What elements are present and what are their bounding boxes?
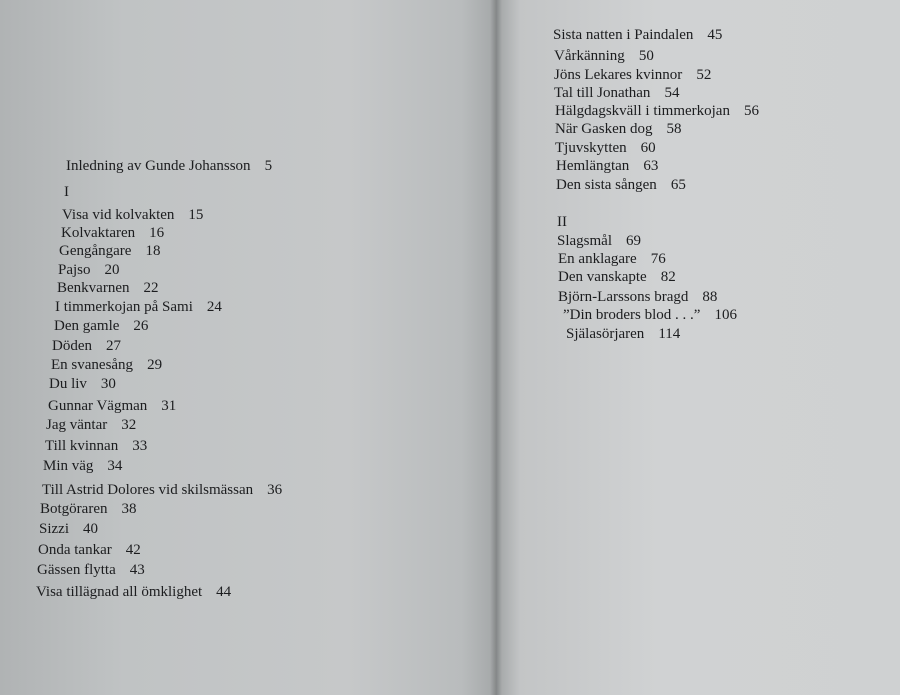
toc-entry	[51, 356, 162, 374]
toc-entry	[558, 288, 717, 306]
toc-entry-title: Kolvaktaren	[61, 225, 136, 241]
toc-entry	[555, 139, 656, 157]
toc-entry-title: ”Din broders blod . . .”	[563, 307, 701, 323]
toc-entry-title: Björn-Larssons bragd	[558, 289, 689, 305]
toc-entry-page: 24	[206, 299, 222, 315]
toc-entry-page: 33	[132, 438, 148, 454]
toc-entry-title: Gengångare	[59, 243, 132, 259]
toc-entry	[556, 176, 686, 194]
toc-entry-title: Botgöraren	[40, 501, 108, 517]
toc-entry-page: 69	[626, 233, 641, 249]
toc-entry	[48, 397, 176, 415]
toc-entry-page: 15	[188, 207, 204, 223]
toc-entry-title: Själasörjaren	[566, 326, 645, 342]
toc-entry-page: 38	[121, 501, 137, 517]
toc-entry	[555, 102, 759, 120]
toc-entry-page: 106	[714, 307, 737, 323]
toc-entry-title: Inledning av Gunde Johansson	[66, 158, 251, 174]
toc-entry-page: 29	[147, 357, 163, 373]
toc-entry	[61, 224, 164, 242]
toc-entry-page: 31	[161, 398, 177, 414]
toc-entry-title: En svanesång	[51, 357, 134, 373]
toc-entry	[555, 120, 681, 138]
toc-entry-title: Gunnar Vägman	[48, 398, 148, 414]
section-heading-i: I	[64, 184, 69, 200]
toc-entry-page: 82	[660, 269, 676, 285]
toc-intro-entry	[66, 157, 272, 175]
toc-entry	[39, 520, 98, 538]
toc-entry-page: 65	[670, 177, 686, 193]
toc-entry-title: Visa tillägnad all ömklighet	[36, 584, 203, 600]
toc-entry-page: 18	[145, 243, 161, 259]
toc-entry-title: Sizzi	[39, 521, 69, 537]
toc-entry-title: Tal till Jonathan	[554, 85, 651, 101]
toc-entry	[62, 206, 203, 224]
toc-entry-page: 22	[143, 280, 159, 296]
toc-entry	[566, 325, 680, 343]
toc-entry-title: Hälgdagskväll i timmerkojan	[555, 103, 730, 119]
toc-entry-page: 32	[121, 417, 137, 433]
toc-entry	[36, 583, 231, 601]
toc-entry-page: 45	[707, 27, 723, 43]
toc-entry	[554, 84, 679, 102]
toc-entry-page: 5	[264, 158, 273, 174]
toc-entry-page: 20	[104, 262, 120, 278]
toc-entry-page: 34	[107, 458, 123, 474]
toc-entry-title: Sista natten i Paindalen	[553, 27, 694, 43]
toc-entry	[49, 375, 116, 393]
toc-entry	[556, 157, 658, 175]
toc-entry-page: 58	[666, 121, 682, 137]
toc-entry-page: 63	[643, 158, 659, 174]
toc-entry-title: I timmerkojan på Sami	[55, 299, 193, 315]
section-heading-ii: II	[557, 214, 567, 230]
toc-entry	[554, 66, 711, 84]
toc-entry	[45, 437, 147, 455]
toc-entry-title: Benkvarnen	[57, 280, 130, 296]
toc-entry-page: 40	[83, 521, 98, 537]
toc-entry-page: 60	[640, 140, 656, 156]
toc-entry	[55, 298, 222, 316]
toc-entry	[554, 47, 654, 65]
toc-entry-title: Den vanskapte	[558, 269, 647, 285]
toc-entry-page: 114	[658, 326, 681, 342]
toc-entry-page: 30	[100, 376, 116, 392]
toc-entry-title: Den sista sången	[556, 177, 657, 193]
toc-entry	[42, 481, 282, 499]
toc-entry-title: Visa vid kolvakten	[62, 207, 175, 223]
toc-entry	[43, 457, 122, 475]
toc-entry	[54, 317, 148, 335]
toc-entry-title: Hemlängtan	[556, 158, 630, 174]
toc-entry-title: Slagsmål	[557, 233, 612, 249]
toc-entry-title: Onda tankar	[38, 542, 112, 558]
toc-entry-title: Gässen flytta	[37, 562, 116, 578]
toc-entry-title: En anklagare	[558, 251, 637, 267]
toc-entry-title: Pajso	[58, 262, 91, 278]
toc-entry-title: Döden	[52, 338, 92, 354]
toc-entry-title: Den gamle	[54, 318, 120, 334]
toc-entry	[57, 279, 158, 297]
toc-entry	[563, 306, 737, 324]
toc-entry-page: 27	[106, 338, 121, 354]
toc-entry-page: 16	[149, 225, 165, 241]
toc-entry	[37, 561, 145, 579]
toc-entry-title: Till kvinnan	[45, 438, 119, 454]
toc-entry	[52, 337, 121, 355]
toc-entry	[557, 232, 641, 250]
toc-entry-title: Tjuvskytten	[555, 140, 627, 156]
toc-entry-page: 56	[743, 103, 759, 119]
toc-entry-page: 42	[125, 542, 141, 558]
toc-entry-page: 88	[702, 289, 718, 305]
toc-entry-page: 54	[664, 85, 680, 101]
toc-entry-page: 76	[650, 251, 666, 267]
toc-entry-title: När Gasken dog	[555, 121, 653, 137]
toc-entry-title: Vårkänning	[554, 48, 625, 64]
toc-entry	[58, 261, 120, 279]
toc-entry	[59, 242, 160, 260]
book-gutter	[490, 0, 502, 695]
toc-entry-page: 26	[133, 318, 149, 334]
toc-entry	[38, 541, 141, 559]
toc-entry-title: Du liv	[49, 376, 87, 392]
toc-entry-page: 36	[267, 482, 283, 498]
toc-entry-title: Min väg	[43, 458, 94, 474]
toc-entry-page: 50	[638, 48, 654, 64]
toc-entry	[558, 268, 676, 286]
toc-entry-page: 52	[696, 67, 712, 83]
toc-entry-title: Jöns Lekares kvinnor	[554, 67, 683, 83]
toc-entry	[553, 26, 722, 44]
toc-entry-title: Till Astrid Dolores vid skilsmässan	[42, 482, 254, 498]
toc-entry-page: 44	[216, 584, 232, 600]
toc-entry-title: Jag väntar	[46, 417, 108, 433]
toc-entry	[46, 416, 136, 434]
toc-entry	[40, 500, 136, 518]
toc-entry-page: 43	[129, 562, 145, 578]
toc-entry	[558, 250, 666, 268]
